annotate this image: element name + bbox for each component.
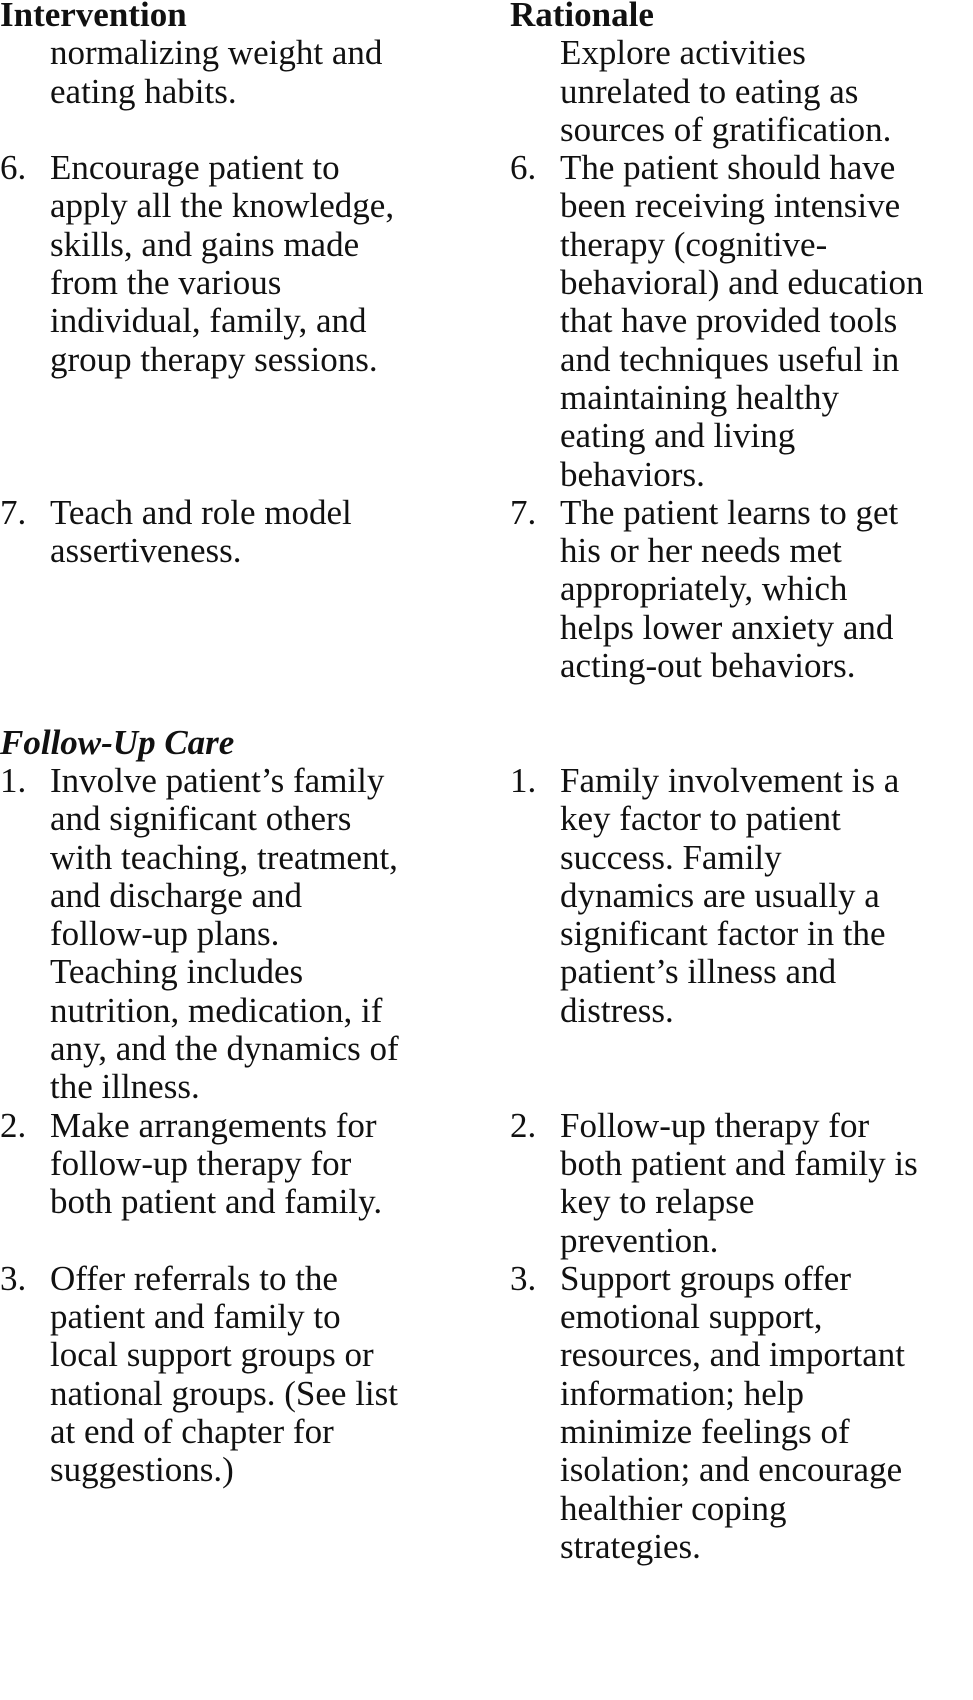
text-line: Family involvement is a <box>560 760 900 800</box>
rationale-cell <box>510 494 973 685</box>
text-line: any, and the dynamics of <box>50 1029 399 1069</box>
text-line: both patient and family is <box>560 1143 918 1183</box>
item-number: 2. <box>0 1105 27 1145</box>
text-line: significant factor in the <box>560 914 886 954</box>
text-line: healthier coping <box>560 1488 787 1528</box>
text-line: eating habits. <box>50 71 237 111</box>
text-line: appropriately, which <box>560 569 848 609</box>
text-line: national groups. (See list <box>50 1373 399 1413</box>
text-line: assertiveness. <box>50 531 242 571</box>
intervention-cell <box>0 1107 510 1260</box>
item-number: 3. <box>0 1258 27 1298</box>
text-line: strategies. <box>560 1526 701 1566</box>
item-number: 6. <box>0 148 27 188</box>
text-line: emotional support, <box>560 1297 823 1337</box>
intervention-cell <box>0 149 510 494</box>
text-line: individual, family, and <box>50 301 367 341</box>
item-number: 7. <box>0 492 27 532</box>
text-line: Support groups offer <box>560 1258 851 1298</box>
rationale-cell <box>510 1260 973 1566</box>
text-line: maintaining healthy <box>560 377 839 417</box>
item-number: 1. <box>0 760 27 800</box>
intervention-cell <box>0 762 510 1107</box>
intervention-header: Intervention <box>0 0 187 34</box>
text-line: Teach and role model <box>50 492 352 532</box>
intervention-cell <box>0 34 510 149</box>
text-line: group therapy sessions. <box>50 339 378 379</box>
text-line: therapy (cognitive- <box>560 224 828 264</box>
item-number: 2. <box>510 1105 537 1145</box>
text-line: Make arrangements for <box>50 1105 377 1145</box>
text-line: with teaching, treatment, <box>50 837 398 877</box>
text-line: helps lower anxiety and <box>560 607 894 647</box>
text-line: follow-up plans. <box>50 914 280 954</box>
text-line: that have provided tools <box>560 301 898 341</box>
text-line: Teaching includes <box>50 952 304 992</box>
item-number: 6. <box>510 148 537 188</box>
table-row <box>0 494 973 685</box>
text-line: isolation; and encourage <box>560 1450 903 1490</box>
item-number: 1. <box>510 760 537 800</box>
text-line: Involve patient’s family <box>50 760 385 800</box>
rationale-cell <box>510 1107 973 1260</box>
text-line: Follow-up therapy for <box>560 1105 870 1145</box>
text-line: resources, and important <box>560 1335 906 1375</box>
text-line: from the various <box>50 263 282 303</box>
text-line: normalizing weight and <box>50 33 383 73</box>
intervention-cell <box>0 1260 510 1566</box>
text-line: key to relapse <box>560 1182 755 1222</box>
text-line: acting-out behaviors. <box>560 646 856 686</box>
text-line: patient and family to <box>50 1297 341 1337</box>
text-line: and significant others <box>50 799 352 839</box>
text-line: local support groups or <box>50 1335 374 1375</box>
text-line: dynamics are usually a <box>560 875 880 915</box>
item-number: 3. <box>510 1258 537 1298</box>
text-line: skills, and gains made <box>50 224 360 264</box>
text-line: behavioral) and education <box>560 263 924 303</box>
text-line: been receiving intensive <box>560 186 901 226</box>
text-line: at end of chapter for <box>50 1411 334 1451</box>
text-line: the illness. <box>50 1067 200 1107</box>
text-line: nutrition, medication, if <box>50 990 383 1030</box>
followup-rows <box>0 762 973 1566</box>
text-line: key factor to patient <box>560 799 841 839</box>
text-line: apply all the knowledge, <box>50 186 395 226</box>
text-line: Encourage patient to <box>50 148 340 188</box>
text-line: prevention. <box>560 1220 719 1260</box>
text-line: minimize feelings of <box>560 1411 850 1451</box>
rationale-header: Rationale <box>510 0 654 34</box>
text-line: sources of gratification. <box>560 109 892 149</box>
table-row <box>0 1107 973 1260</box>
text-line: patient’s illness and <box>560 952 837 992</box>
intervention-rows <box>0 34 973 685</box>
table-row <box>0 149 973 494</box>
text-line: Offer referrals to the <box>50 1258 338 1298</box>
text-line: information; help <box>560 1373 804 1413</box>
text-line: unrelated to eating as <box>560 71 859 111</box>
text-line: and discharge and <box>50 875 303 915</box>
table-row <box>0 1260 973 1566</box>
rationale-cell <box>510 34 973 149</box>
text-line: follow-up therapy for <box>50 1143 352 1183</box>
text-line: eating and living <box>560 416 796 456</box>
text-line: both patient and family. <box>50 1182 383 1222</box>
item-number: 7. <box>510 492 537 532</box>
text-line: success. Family <box>560 837 782 877</box>
column-headers <box>0 0 973 34</box>
text-line: The patient learns to get <box>560 492 899 532</box>
rationale-cell <box>510 149 973 494</box>
text-line: behaviors. <box>560 454 705 494</box>
section-title: Follow-Up Care <box>0 722 235 762</box>
rationale-cell <box>510 762 973 1107</box>
text-line: and techniques useful in <box>560 339 900 379</box>
table-row <box>0 34 973 149</box>
text-line: distress. <box>560 990 674 1030</box>
intervention-cell <box>0 494 510 685</box>
text-line: his or her needs met <box>560 531 842 571</box>
text-line: The patient should have <box>560 148 896 188</box>
text-line: suggestions.) <box>50 1450 234 1490</box>
table-row <box>0 762 973 1107</box>
text-line: Explore activities <box>560 33 806 73</box>
